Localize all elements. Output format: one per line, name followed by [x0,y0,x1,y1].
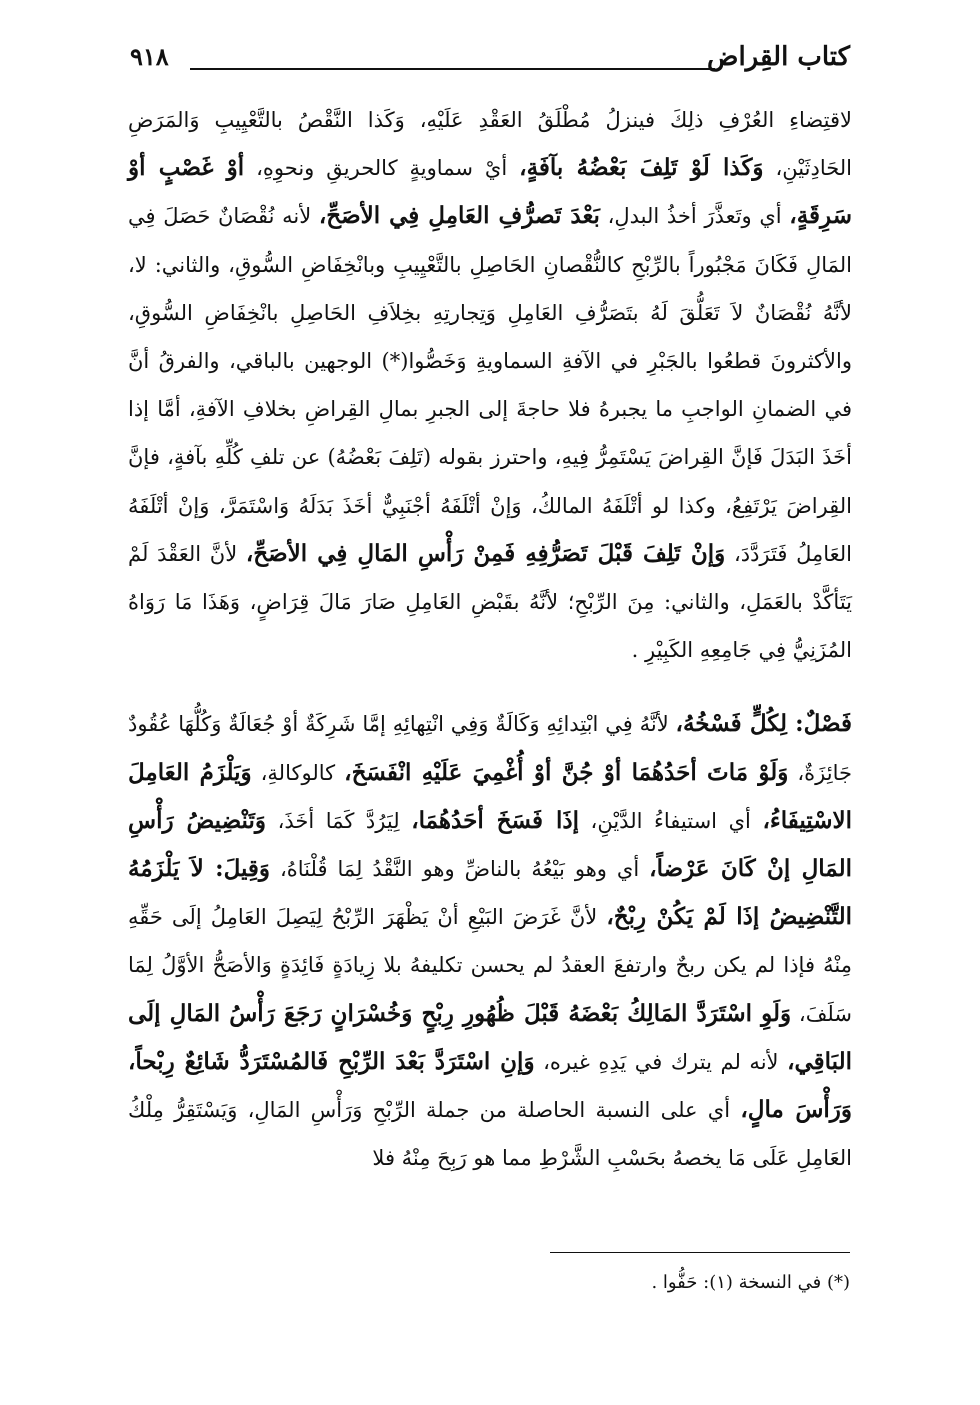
commentary-text: أي على النسبة الحاصلة من جملة الرِّبْحِ وَرَأْسِ المَالِ، وَيَسْتَقِرُّ مِلْكُ العَامِلِ عَلَى مَا يخصهُ بحَسْبِ الشَّرْطِ مما هو رَبِحَ مِنْهُ فلا [128,1098,852,1171]
commentary-text: لأنَّهُ فِي ابْتِدائِهِ وَكَالَةٌ وَفِي انْتِهائِهِ إمَّا شَرِكَةٌ أوْ جُعَالَةٌ وَكُلُّهَا عُقُودٌ جَائِزَةٌ، [128,712,852,785]
commentary-text: لأنه لم يترك في يَدِهِ غيره، [534,1049,788,1074]
matn-text: وَتَنْضِيضُ رَأْسِ المَالِ إنْ كَانَ عَرْضاً، [128,806,852,883]
section-paragraph [128,700,852,1182]
footnote: (*) في النسخة (١): حَفُّوا . [651,1272,850,1293]
commentary-text: لِيَرُدَّ كَمَا أخَذَ، [266,808,412,833]
matn-text: إذَا فَسَخَ أحَدُهُمَا، [411,806,579,834]
commentary-text: أي وهو بَيْعُهُ بالناضِّ وهو النَّقْدُ لِمَا قُلْنَاهُ، [270,857,650,882]
matn-text: وَإنْ تَلِفَ قَبْلَ تَصَرُّفِهِ فَمِنْ رَأْسِ المَالِ فِي الأصَحِّ، [245,539,726,567]
commentary-text: لأنَّ العَقْدَ لَمْ يَتَأكَّدْ بالعَمَلِ، والثاني: مِنَ الرِّبْحِ؛ لأنَّهُ بقَبْضِ العَامِلِ صَارَ مَالَ قِرَاضٍ، وَهَذَا مَا رَوَاهُ المُزَنِيُّ فِي جَامِعِهِ الكَبِيْرِ . [128,541,852,663]
matn-text: وَلَوِ اسْتَرَدَّ المَالِكُ بَعْضَهُ قَبْلَ ظُهُورِ رِبْحٍ وَخُسْرَانٍ رَجَعَ رَأْسُ المَالِ إلَى البَاقِي، [128,999,853,1075]
page-number: ٩١٨ [130,42,169,71]
commentary-text: لاقتِضاءِ العُرْفِ ذلِكَ فينزلُ مُطْلَقُ العَقْدِ عَلَيْهِ، وَكَذا النَّقْصُ بالتَّعْيِيبِ وَالمَرَضِ الحَادِثَيْنِ، [128,108,853,181]
footnote-rule [550,1252,850,1253]
paragraph [128,96,852,674]
matn-text: أوْ غَصْبٍ أوْ سَرِقَةٍ، [128,154,852,230]
commentary-text: لأنه نُقْصَانٌ حَصَلَ فِي المَالِ فَكَانَ مَجْبُوراً بالرِّبْحِ كالنُّقْصانِ الحَاصِلِ بالتَّعْيِيبِ وبانْخِفَاضِ السُّوقِ، والثاني: لا، لأنَّهُ نُقْصَانٌ لاَ تَعَلُّقَ لَهُ بتَصَرُّفِ العَامِلِ وَتِجارتِهِ بخِلاَفِ الحَاصِلِ بانْخِفَاضِ السُّوقِ، والأكثرونَ قطعُوا بالجَبْرِ في الآفةِ السماويةِ وَخَصُّوا(*) الوجهين بالباقي، والفرقُ أنَّ في الضمانِ الواجبِ ما يجبرهُ فلا حاجةَ إلى الجبرِ بمالِ القِراضِ بخلافِ الآفةِ، أمَّا إذا أخَذَ البَدَلَ فَإنَّ القِراضَ يَسْتَمِرُّ فِيهِ، واحترز بقوله (تَلِفَ بَعْضُهُ) عن تلفِ كُلِّهِ بآفةٍ، فإنَّ القِراضَ يَرْتَفِعُ، وكذا لو أتْلَفَهُ المالكُ، وَإنْ أتْلَفَهُ أجْنَبِيٌّ أخَذَ بَدَلَهُ وَاسْتَمَرَّ، وَإنْ أتْلَفَهُ العَامِلُ فَتَرَدَّدَ، [128,204,852,566]
commentary-text: أي استيفاءُ الدَّيْنِ، [578,808,763,833]
matn-text: فَصْلٌ: لِكُلٍّ فَسْخُهُ، [675,710,852,738]
matn-text: بَعْدَ تَصرُّفِ العَامِلِ فِي الأصَحِّ، [318,202,600,230]
commentary-text: كالوكالةِ، [251,760,345,785]
commentary-text: أيْ سماويةٍ كالحريقِ ونحوِهِ، [244,156,520,181]
matn-text: وَكَذا لَوْ تَلِفَ بَعْضُهُ بآفَةٍ، [519,154,764,182]
commentary-text: لأنَّ غَرَضَ البَيْعِ أنْ يَظْهَرَ الرِّبْحُ لِيَصِلَ العَامِلُ إلَى حَقِّهِ مِنْهُ فإذا لم يكن ربحٌ وارتفعَ العقدُ لم يحسن تكليفهُ بلا زِيادَةٍ فَائِدَةٍ وَالأصَحُّ الأوَّلُ لِمَا سَلَفَ، [128,905,852,1026]
header-rule [190,68,715,70]
commentary-text: أي وتَعذَّرَ أخذُ البدلِ، [599,204,790,229]
matn-text: وَإنِ اسْتَرَدَّ بَعْدَ الرِّبْحِ فَالمُسْتَرَدُّ شَائِعٌ رِبْحاً، وَرَأْسَ مالٍ، [128,1047,853,1124]
matn-text: وَقِيلَ: لاَ يَلْزَمُهُ التَّنْضِيضُ إذَا لَمْ يَكُنْ رِبْحٌ، [128,855,852,931]
matn-text: وَلَوْ مَاتَ أحَدُهُمَا أوْ جُنَّ أوْ أُغْمِيَ عَلَيْهِ انْفَسَخَ، [344,758,789,786]
book-title: كتاب القِراض [707,42,850,72]
page-header [130,40,850,80]
body-text [128,96,852,1182]
matn-text: وَيَلْزَمُ العَامِلَ الاسْتِيفَاءُ، [128,758,853,834]
